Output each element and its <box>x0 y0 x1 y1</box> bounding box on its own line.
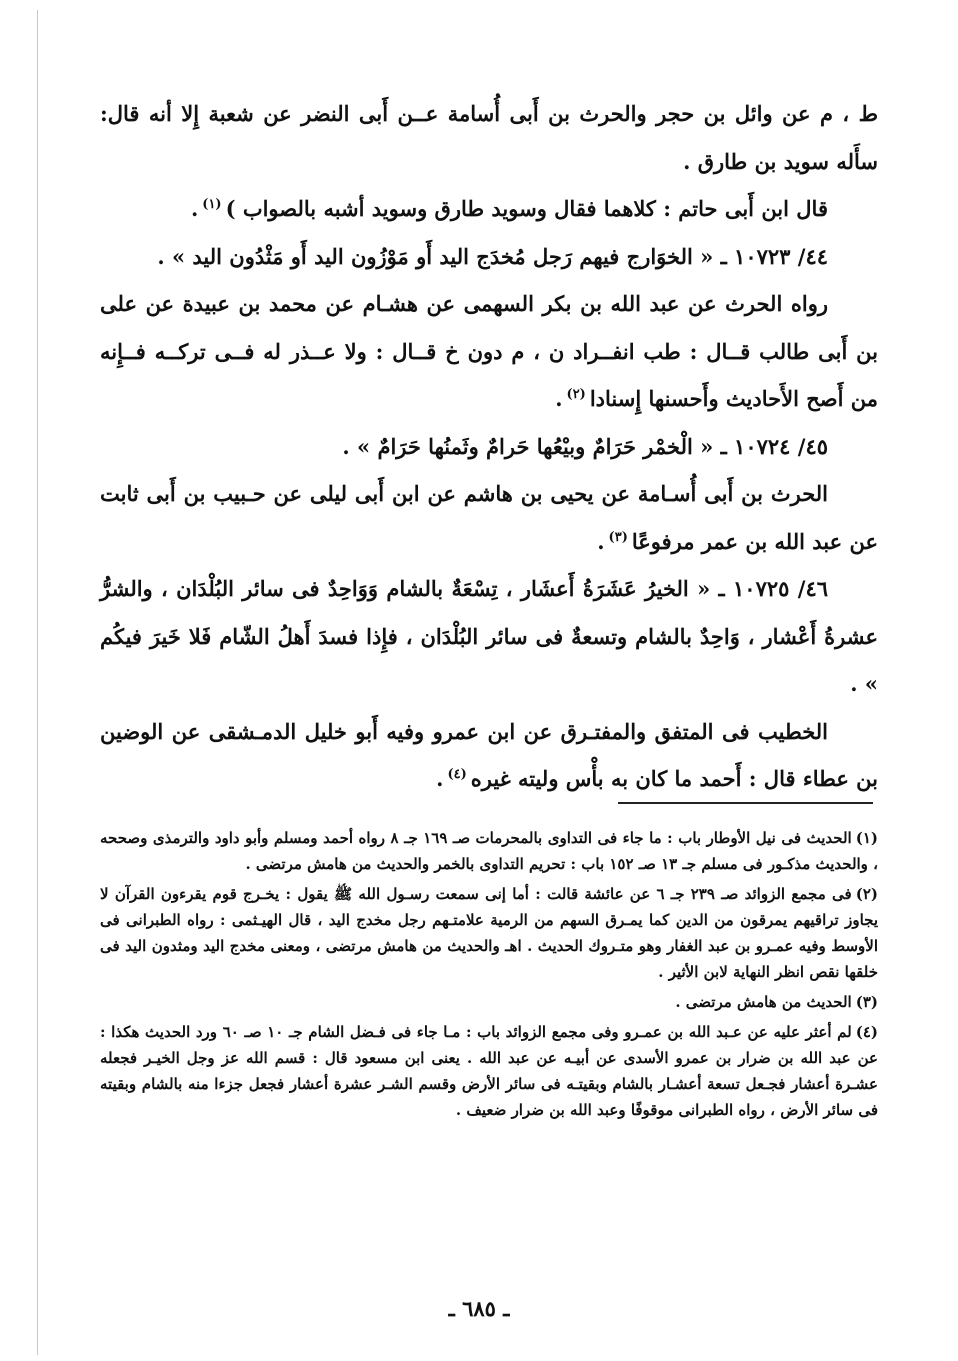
paragraph-ibn-abi-hatim <box>100 185 878 233</box>
page-number: ـ ٦٨٥ ـ <box>448 1296 510 1321</box>
page-edge-rule <box>37 10 38 1355</box>
hadith-10724: ٤٥/ ١٠٧٢٤ ـ « الْخمْر حَرَامٌ وبيْعُها حَرامٌ وثَمنُها حَرَامٌ » . <box>342 433 828 459</box>
footnote-separator <box>618 802 873 804</box>
footnote-4 <box>100 1019 878 1123</box>
paragraph-khatib <box>100 708 878 803</box>
footnote-text: الحديث من هامش مرتضى . <box>675 993 852 1011</box>
footnote-ref-4: (٤) <box>447 767 467 782</box>
paragraph-narration-harith <box>100 280 878 423</box>
paragraph-end: . <box>555 386 563 411</box>
paragraph-text: الخطيب فى المتفق والمفتـرق عن ابن عمرو وفيه أَبو خليل الدمـشقى عن الوضين بن عطاء قال : أَحمد ما كان به بأْس وليته غيره <box>100 718 878 791</box>
paragraph-text: رواه الحرث عن عبد الله بن بكر السهمى عن هشـام عن محمد بن عبيدة عن على بن أَبى طالب قــال : طب انفــراد ن ، م دون خ قــال : ولا عــذر له فــى تركــه فــإِنه من أَصح الأَحاديث وأَحسنها إِسنادا <box>100 291 878 411</box>
paragraph-end: . <box>190 196 199 221</box>
footnote-1 <box>100 825 878 877</box>
paragraph-text: الحرث بن أَبى أُسـامة عن يحيى بن هاشم عن ابن أَبى ليلى عن حـبيب بن أَبى ثابت عن عبد الله بن عمر مرفوعًا <box>100 481 878 554</box>
footnote-3 <box>100 989 878 1015</box>
footnote-number: (٤) <box>855 1023 878 1041</box>
footnotes <box>100 825 878 1127</box>
paragraph-end: . <box>436 766 444 791</box>
footnote-ref-2: (٢) <box>566 387 586 402</box>
footnote-number: (٣) <box>855 993 878 1011</box>
hadith-10723: ٤٤/ ١٠٧٢٣ ـ « الخوَارج فيهم رَجل مُخدَج اليد أَو مَوْزُون اليد أَو مَثْدُون اليد » . <box>157 243 828 269</box>
footnote-text: فى مجمع الزوائد صـ ٢٣٩ جـ ٦ عن عائشة قالت : أما إنى سمعت رسـول الله ﷺ يقول : يخـرج قوم يقرءون القرآن لا يجاوز تراقيهم يمرقون من الدين كما يمـرق السهم من الرمية علامتـهم رجل مخدج اليد ، قال الهيـثمى : رواه الطبرانى فى الأوسط وفيه عمـرو بن عبد الغفار وهو متـروك الحديث . اهـ والحديث من هامش مرتضى ، ومعنى مخدج اليد ومثدون اليد فى خلقها نقص انظر النهاية لابن الأثير . <box>100 885 878 981</box>
paragraph-text: قال ابن أَبى حاتم : كلاهما فقال وسويد طارق وسويد أشبه بالصواب ) <box>225 196 828 221</box>
main-text-body <box>100 90 878 803</box>
footnote-number: (١) <box>855 829 878 847</box>
footnote-ref-1: (١) <box>202 197 222 212</box>
paragraph-end: . <box>597 528 605 554</box>
footnote-text: الحديث فى نيل الأوطار باب : ما جاء فى التداوى بالمحرمات صـ ١٦٩ جـ ٨ رواه أحمد ومسلم وأبو داود والترمذى وصححه ، والحديث مذكـور فى مسلم جـ ١٣ صـ ١٥٢ باب : تحريم التداوى بالخمر والحديث من هامش مرتضى . <box>100 829 878 873</box>
footnote-ref-3: (٣) <box>608 529 628 545</box>
footnote-2 <box>100 881 878 985</box>
paragraph-harith-ibn-abi-usama <box>100 470 878 565</box>
hadith-10725: ٤٦/ ١٠٧٢٥ ـ « الخيرُ عَشَرَةُ أَعشَار ، تِسْعَةٌ بالشام وَوَاحِدٌ فى سائر البُلْدَان ، والشرُّ عشرةُ أَعْشار ، وَاحِدٌ بالشام وتسعةٌ فى سائر البُلْدَان ، فإِذا فسدَ أَهلُ الشّام فَلا خَيرَ فيكُم » . <box>100 576 878 696</box>
footnote-number: (٢) <box>855 885 878 903</box>
paragraph-wail-ibn-hujr: ط ، م عن وائل بن حجر والحرث بن أَبى أُسامة عــن أَبى النضر عن شعبة إِلا أنه قال: سأَله سويد بن طارق . <box>100 101 878 174</box>
footnote-text: لم أعثر عليه عن عـبد الله بن عمـرو وفى مجمع الزوائد باب : مـا جاء فى فـضل الشام جـ ١٠ صـ ٦٠ ورد الحديث هكذا : عن عبد الله بن ضرار بن عمرو الأسدى عن أبيـه عن عبد الله . يعنى ابن مسعود قال : قسم الله عز وجل الخيـر فجعله عشـرة أعشار فجـعل تسعة أعشـار بالشام وبقيتـه فى سائر الأرض وقسم الشـر عشرة أعشار فجعل جزءا منه بالشام وبقيته فى سائر الأرض ، رواه الطبرانى موقوفًا وعبد الله بن ضرار ضعيف . <box>100 1023 878 1119</box>
